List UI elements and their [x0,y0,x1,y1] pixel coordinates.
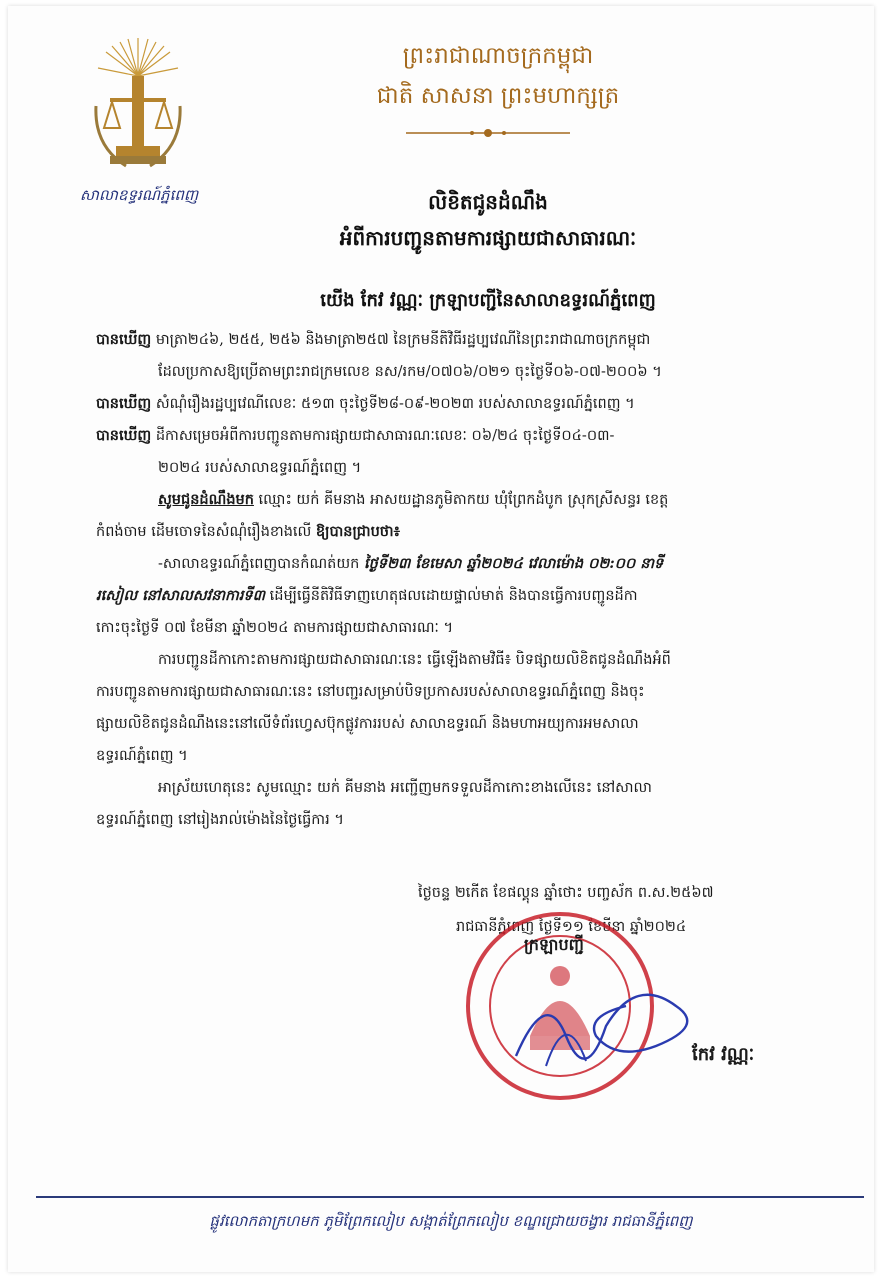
paragraph-5-cont2: កោះចុះថ្ងៃទី ០៧ ខែមីនា ឆ្នាំ២០២៤ តាមការផ្សាយជាសាធារណៈ ។ [96,620,454,636]
paragraph-1: បានឃើញ មាត្រា២៤៦, ២៥៥, ២៥៦ និងមាត្រា២៥៧ នៃក្រមនីតិវិធីរដ្ឋប្បវេណីនៃព្រះរាជាណាចក្រកម្ពុជា [96,331,651,348]
national-motto: ជាតិ សាសនា ព្រះមហាក្សត្រ [376,83,620,109]
document-title: លិខិតជូនដំណឹង [428,190,548,214]
footer-address: ផ្លូវលោកតាក្រហមក ភូមិព្រែកលៀប សង្កាត់ព្រែកលៀប ខណ្ឌជ្រោយចង្វារ រាជធានីភ្នំពេញ [209,1212,693,1230]
paragraph-3-cont: ២០២៤ របស់សាលាឧទ្ធរណ៍ភ្នំពេញ ។ [158,460,362,476]
paragraph-6-cont3: ឧទ្ធរណ៍ភ្នំពេញ ។ [96,748,188,764]
lunar-date: ថ្ងៃចន្ទ ២កើត ខែផល្គុន ឆ្នាំថោះ បញ្ចស័ក ព.ស.២៥៦៧ [418,885,714,901]
document-title-block [228,184,748,256]
court-name: សាលាឧទ្ធរណ៍ភ្នំពេញ [79,186,199,204]
document-body [96,324,816,836]
paragraph-1-cont: ដែលប្រកាសឱ្យប្រើតាមព្រះរាជក្រមលេខ នស/រកម/០៧០៦/០២១ ចុះថ្ងៃទី០៦-០៧-២០០៦ ។ [158,364,662,380]
court-scales-emblem-icon [90,36,186,186]
paragraph-2: បានឃើញ សំណុំរឿងរដ្ឋប្បវេណីលេខៈ ៥១៣ ចុះថ្ងៃទី២៨-០៩-២០២៣ របស់សាលាឧទ្ធរណ៍ភ្នំពេញ ។ [96,395,635,412]
author-line: យើង កែវ វណ្ណៈ ក្រឡាបញ្ជីនៃសាលាឧទ្ធរណ៍ភ្នំពេញ [320,290,656,311]
paragraph-7: អាស្រ័យហេតុនេះ សូមឈ្មោះ យក់ គីមនាង អញ្ជើញមកទទួលដីកាកោះខាងលើនេះ នៅសាលា [158,780,652,796]
paragraph-6-cont: ការបញ្ជូនតាមការផ្សាយជាសាធារណៈនេះ នៅបញ្ជរសម្រាប់បិទប្រកាសរបស់សាលាឧទ្ធរណ៍ភ្នំពេញ និងចុះ [96,684,645,700]
document-page [8,6,874,1272]
document-subtitle: អំពីការបញ្ជូនតាមការផ្សាយជាសាធារណៈ [339,226,637,250]
signer-title: ក្រឡាបញ្ជី [524,935,584,954]
ornament-divider-icon [406,124,570,142]
paragraph-4: សូមជូនដំណឹងមក ឈ្មោះ យក់ គីមនាង អាសយដ្ឋានភូមិតាកយ ឃុំព្រែកដំបូក ស្រុកស្រីសន្ធរ ខេត្ត [158,491,669,508]
paragraph-7-cont: ឧទ្ធរណ៍ភ្នំពេញ នៅរៀងរាល់ម៉ោងនៃថ្ងៃធ្វើការ ។ [96,812,344,828]
paragraph-6: ការបញ្ជូនដីកាកោះតាមការផ្សាយជាសាធារណៈនេះ ធ្វើឡើងតាមវិធី៖ បិទផ្សាយលិខិតជូនដំណឹងអំពី [158,652,671,668]
handwritten-signature-icon [506,966,716,1076]
footer-divider [36,1196,864,1198]
kingdom-title: ព្រះរាជាណាចក្រកម្ពុជា [402,43,594,69]
signer-name: កែវ វណ្ណៈ [692,1044,755,1065]
paragraph-4-cont: កំពង់ចាម ដើមចោទនៃសំណុំរឿងខាងលើ ឱ្យបានជ្រាបថា៖ [96,523,400,540]
paragraph-5-cont: រសៀល នៅសាលសវនាការទី៣ ដើម្បីធ្វើនីតិវិធីទាញហេតុផលដោយផ្ទាល់មាត់ និងបានធ្វើការបញ្ជូនដីកា [96,587,638,604]
paragraph-3: បានឃើញ ដីកាសម្រេចអំពីការបញ្ជូនតាមការផ្សាយជាសាធារណៈលេខៈ ០៦/២៤ ចុះថ្ងៃទី០៤-០៣- [96,427,615,444]
paragraph-5: -សាលាឧទ្ធរណ៍ភ្នំពេញបានកំណត់យក ថ្ងៃទី២៣ ខែមេសា ឆ្នាំ២០២៤ វេលាម៉ោង ០២:០០ នាទី [158,555,664,572]
solar-date: រាជធានីភ្នំពេញ ថ្ងៃទី១១ ខែមីនា ឆ្នាំ២០២៤ [456,919,687,935]
kingdom-header [308,36,688,116]
paragraph-6-cont2: ផ្សាយលិខិតជូនដំណឹងនេះនៅលើទំព័រហ្វេសប៊ុកផ្លូវការរបស់ សាលាឧទ្ធរណ៍ និងមហាអយ្យការអមសាលា [96,716,639,732]
